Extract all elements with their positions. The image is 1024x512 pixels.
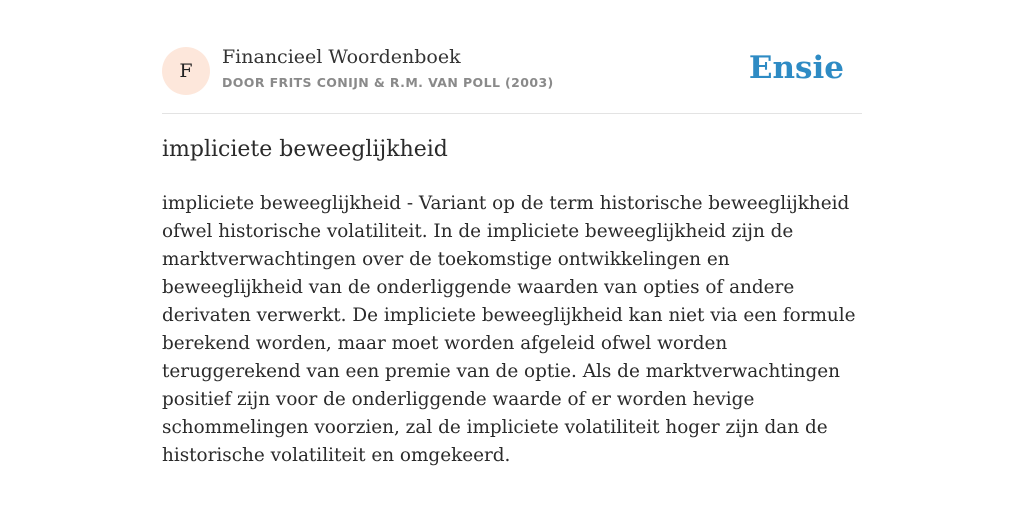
book-avatar[interactable]: F [162,47,210,95]
content-container [162,0,862,466]
book-title[interactable]: Financieel Woordenboek [222,46,461,68]
ensie-logo[interactable]: Ensie [748,50,844,86]
book-author: DOOR FRITS CONIJN & R.M. VAN POLL (2003) [222,75,554,90]
entry-definition: impliciete beweeglijkheid - Variant op de term historische beweeglijkheid ofwel historische volatiliteit. In de impliciete beweeglijkheid zijn de marktverwachtingen over de toekomstige ontwikkelingen en beweeglijkheid van de onderliggende waarden van opties of andere derivaten verwerkt. De impliciete beweeglijkheid kan niet via een formule berekend worden, maar moet worden afgeleid ofwel worden teruggerekend van een premie van de optie. Als de marktverwachtingen positief zijn voor de onderliggende waarde of er worden hevige schommelingen voorzien, zal de impliciete volatiliteit hoger zijn dan de historische volatiliteit en omgekeerd. [162,193,856,466]
entry-term: impliciete beweeglijkheid [162,137,448,162]
header [162,0,862,114]
